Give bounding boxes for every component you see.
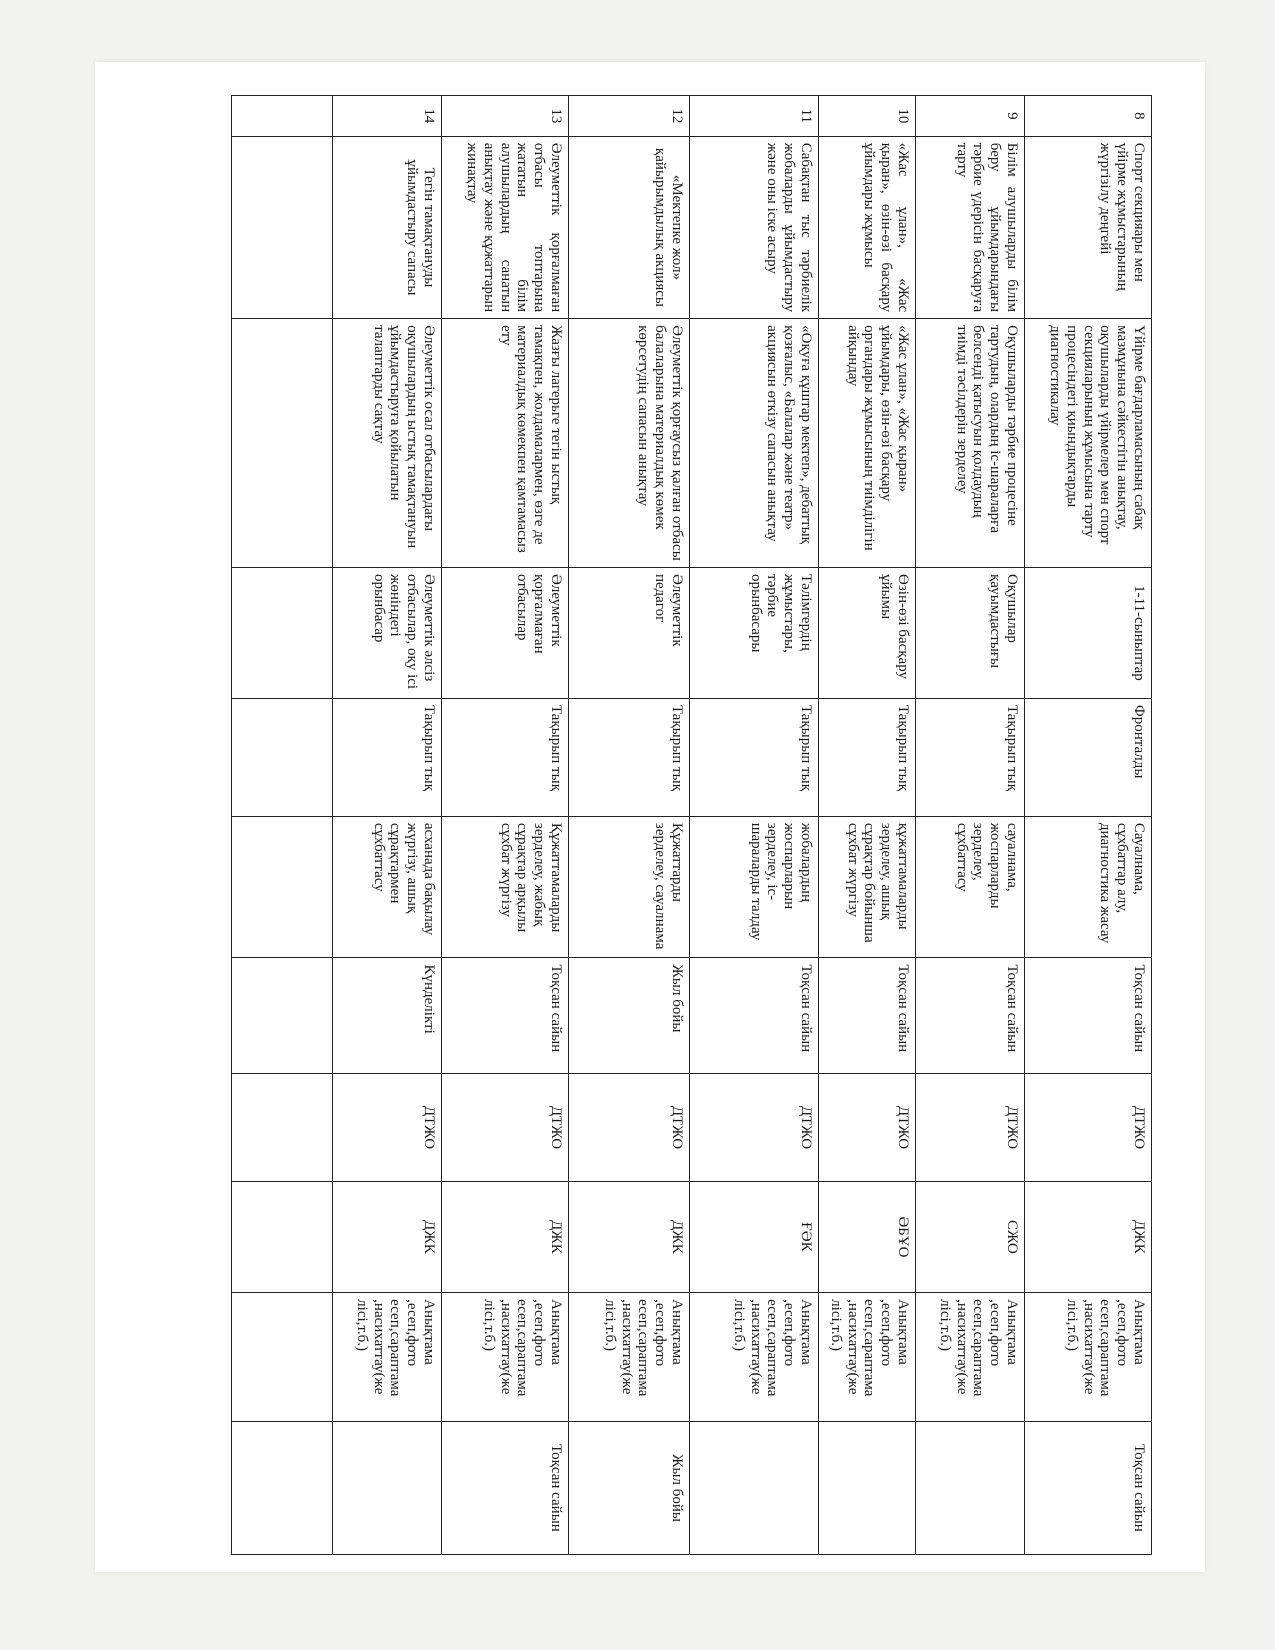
control-period: Тоқсан сайын (819, 958, 916, 1074)
control-object: Әлеуметтік қорғалмаған отбасылар (442, 568, 569, 699)
control-goal: «Оқуға құштар мектеп», дебаттық қозғалыс, «Балалар және театр» акциясын өткізу сапасын анықтау (690, 319, 819, 568)
review-place: ДЖК (569, 1181, 690, 1293)
control-object: 1-11-сыныптар (1025, 568, 1152, 699)
empty-cell (232, 568, 333, 699)
control-result: Анықтама ,есеп,фото есеп,сараптама ,насихаттау(же лісі,т.б.) (442, 1293, 569, 1422)
review-place: ӘБҰО (819, 1181, 916, 1293)
control-direction: Спорт секцияары мен үйірме жұмыстарының жүргізілу деңгейі (1025, 136, 1152, 318)
empty-cell (232, 698, 333, 816)
control-object: Әлеуметтік әлсіз отбасылар, оқу ісі жөніндегі орынбасар (333, 568, 442, 699)
row-number: 10 (819, 96, 916, 137)
recheck-period (916, 1421, 1025, 1554)
control-type: Тақырып тық (333, 698, 442, 816)
recheck-period (333, 1421, 442, 1554)
control-goal: Үйірме бағдарламасының сабақ мазмұнына сәйкестігін анықтау, оқушыларды үйірмелер мен спорт секцияларының жұмысына тарту процесіндегі қиындықтарды диагностикалау (1025, 319, 1152, 568)
table-row (1025, 96, 1152, 1555)
row-number: 11 (690, 96, 819, 137)
control-type: Тақырып тық (442, 698, 569, 816)
table-row-empty (232, 96, 333, 1555)
table-row (819, 96, 916, 1555)
table-row (333, 96, 442, 1555)
control-result: Анықтама ,есеп,фото есеп,сараптама ,насихаттау(же лісі,т.б.) (916, 1293, 1025, 1422)
empty-cell (232, 958, 333, 1074)
recheck-period (690, 1421, 819, 1554)
control-goal: Жазғы лагерьге тегін ыстық тамақпен, жолдамалармен, өзге де материалдық көмекпен қамтамасыз ету (442, 319, 569, 568)
control-object: Өзін-өзі басқару ұйымы (819, 568, 916, 699)
responsible: ДТЖО (442, 1074, 569, 1181)
responsible: ДТЖО (569, 1074, 690, 1181)
table-row (916, 96, 1025, 1555)
control-period: Тоқсан сайын (442, 958, 569, 1074)
control-object: Оқушылар қауымдастығы (916, 568, 1025, 699)
control-object: Әлеуметтік педагог (569, 568, 690, 699)
control-type: Тақырып тық (916, 698, 1025, 816)
control-method: жобалардың жоспарларын зерделеу, іс-шараларды талдау (690, 816, 819, 958)
control-direction: Сабақтан тыс тәрбиелік жобаларды ұйымдастыру және оны іске асыру (690, 136, 819, 318)
control-method: асханада бақылау жүргізу, ашық сұрақтармен сұхбаттасу (333, 816, 442, 958)
control-method: Құжаттамаларды зерделеу, жабық сұрақтар арқылы сұхбат жүргізу (442, 816, 569, 958)
empty-cell (232, 1421, 333, 1554)
responsible: ДТЖО (819, 1074, 916, 1181)
responsible: ДТЖО (1025, 1074, 1152, 1181)
rotated-table-wrapper (212, 95, 1152, 1555)
control-type: Фронталды (1025, 698, 1152, 816)
empty-cell (232, 96, 333, 137)
control-type: Тақырып тық (569, 698, 690, 816)
review-place: ДЖК (1025, 1181, 1152, 1293)
review-place: ДЖК (333, 1181, 442, 1293)
empty-cell (232, 1181, 333, 1293)
control-method: сауалнама, жоспарларды зерделеу, сұхбаттасу (916, 816, 1025, 958)
control-period: Жыл бойы (569, 958, 690, 1074)
empty-cell (232, 136, 333, 318)
empty-cell (232, 319, 333, 568)
control-plan-table (231, 95, 1152, 1555)
control-method: Құжаттарды зерделеу, сауалнама (569, 816, 690, 958)
responsible: ДТЖО (690, 1074, 819, 1181)
control-result: Анықтама ,есеп,фото есеп,сараптама ,насихаттау(же лісі,т.б.) (1025, 1293, 1152, 1422)
control-period: Тоқсан сайын (690, 958, 819, 1074)
responsible: ДТЖО (916, 1074, 1025, 1181)
control-result: Анықтама ,есеп,фото есеп,сараптама ,насихаттау(же лісі,т.б.) (569, 1293, 690, 1422)
control-goal: Оқушыларды тәрбие процесіне тартудың, олардың іс-шараларға белсенді қатысуын қолдаудың тиімді тәсілдерін зерделеу (916, 319, 1025, 568)
control-result: Анықтама ,есеп,фото есеп,сараптама ,насихаттау(же лісі,т.б.) (690, 1293, 819, 1422)
control-direction: Білім алушыларды білім беру ұйымдарындағы тәрбие үдерісін басқаруға тарту (916, 136, 1025, 318)
table-row (569, 96, 690, 1555)
control-goal: Әлеуметтік осал отбасылардағы оқушылардың ыстық тамақтануын ұйымдастыруға қойылатын талаптарды сақтау (333, 319, 442, 568)
recheck-period: Жыл бойы (569, 1421, 690, 1554)
row-number: 9 (916, 96, 1025, 137)
responsible: ДТЖО (333, 1074, 442, 1181)
control-goal: «Жас ұлан», «Жас қыран» ұйымдары, өзін-өзі басқару органдары жұмысының тиімділігін айқындау (819, 319, 916, 568)
control-period: Тоқсан сайын (916, 958, 1025, 1074)
table-row (442, 96, 569, 1555)
control-method: Сауалнама, сұхбаттар алу, диагностика жасау (1025, 816, 1152, 958)
control-direction: Әлеуметтік қорғалмаған отбасы топтарына жататын білім алушылардың санатын анықтау және құжаттарын жинақтау (442, 136, 569, 318)
control-result: Анықтама ,есеп,фото есеп,сараптама ,насихаттау(же лісі,т.б.) (819, 1293, 916, 1422)
control-method: құжаттамаларды зерделеу, ашық сұрақтар бойынша сұхбат жүргізу (819, 816, 916, 958)
empty-cell (232, 816, 333, 958)
row-number: 12 (569, 96, 690, 137)
row-number: 14 (333, 96, 442, 137)
control-direction: Тегін тамақтануды ұйымдастыру сапасы (333, 136, 442, 318)
recheck-period (819, 1421, 916, 1554)
empty-cell (232, 1074, 333, 1181)
control-direction: «Мектепке жол» қайырымдылық акциясы (569, 136, 690, 318)
control-direction: «Жас ұлан», «Жас қыран», өзін-өзі басқару ұйымдары жұмысы (819, 136, 916, 318)
recheck-period: Тоқсан сайын (1025, 1421, 1152, 1554)
control-result: Анықтама ,есеп,фото есеп,сараптама ,насихаттау(же лісі,т.б.) (333, 1293, 442, 1422)
row-number: 13 (442, 96, 569, 137)
control-object: Тәлімгердің жұмыстары, тәрбие орынбасары (690, 568, 819, 699)
empty-cell (232, 1293, 333, 1422)
recheck-period: Тоқсан сайын (442, 1421, 569, 1554)
review-place: СЖО (916, 1181, 1025, 1293)
control-period: Күнделікті (333, 958, 442, 1074)
control-type: Тақырып тық (690, 698, 819, 816)
table-row (690, 96, 819, 1555)
control-type: Тақырып тық (819, 698, 916, 816)
review-place: ДЖК (442, 1181, 569, 1293)
control-goal: Әлеуметтік қорғаусыз қалған отбасы балаларына материалдық көмек көрсетудің сапасын анықтау (569, 319, 690, 568)
control-period: Тоқсан сайын (1025, 958, 1152, 1074)
row-number: 8 (1025, 96, 1152, 137)
review-place: ҒӘК (690, 1181, 819, 1293)
